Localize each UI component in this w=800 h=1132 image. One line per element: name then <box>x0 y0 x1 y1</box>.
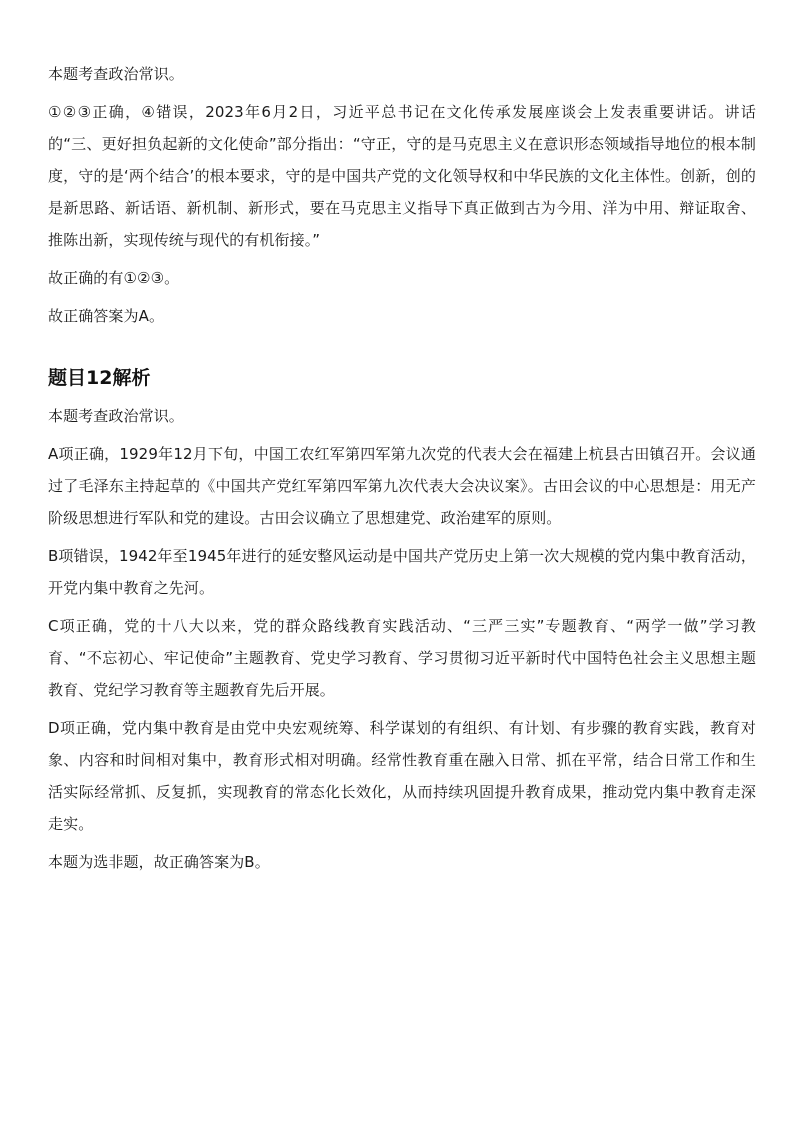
option-d-analysis: D项正确，党内集中教育是由党中央宏观统筹、科学谋划的有组织、有计划、有步骤的教育实践，教育对象、内容和时间相对集中，教育形式相对明确。经常性教育重在融入日常、抓在平常，结合日常工作和生活实际经常抓、反复抓，实现教育的常态化长效化，从而持续巩固提升教育成果，推动党内集中教育走深走实。 <box>48 719 756 833</box>
option-a-analysis: A项正确，1929年12月下旬，中国工农红军第四军第九次党的代表大会在福建上杭县古田镇召开。会议通过了毛泽东主持起草的《中国共产党红军第四军第九次代表大会决议案》。古田会议的中心思想是：用无产阶级思想进行军队和党的建设。古田会议确立了思想建党、政治建军的原则。 <box>48 445 756 527</box>
document-page <box>48 58 756 884</box>
section2-intro: 本题考查政治常识。 <box>48 407 184 425</box>
option-b-analysis: B项错误，1942年至1945年进行的延安整风运动是中国共产党历史上第一次大规模的党内集中教育活动，开党内集中教育之先河。 <box>48 547 756 597</box>
section2-answer: 本题为选非题，故正确答案为B。 <box>48 853 270 871</box>
section1-intro: 本题考查政治常识。 <box>48 65 184 83</box>
section1-conclusion: 故正确的有①②③。 <box>48 269 180 287</box>
section1-body: ①②③正确，④错误，2023年6月2日，习近平总书记在文化传承发展座谈会上发表重要讲话。讲话的“三、更好担负起新的文化使命”部分指出：“守正，守的是马克思主义在意识形态领域指导地位的根本制度，守的是‘两个结合’的根本要求，守的是中国共产党的文化领导权和中华民族的文化主体性。创新，创的是新思路、新话语、新机制、新形式，要在马克思主义指导下真正做到古为今用、洋为中用、辩证取舍、推陈出新，实现传统与现代的有机衔接。” <box>48 103 756 249</box>
section2-title: 题目12解析 <box>48 367 151 389</box>
section-spacer <box>48 338 756 358</box>
section1-answer: 故正确答案为A。 <box>48 307 165 325</box>
option-c-analysis: C项正确，党的十八大以来，党的群众路线教育实践活动、“三严三实”专题教育、“两学一做”学习教育、“不忘初心、牢记使命”主题教育、党史学习教育、学习贯彻习近平新时代中国特色社会主义思想主题教育、党纪学习教育等主题教育先后开展。 <box>48 617 756 699</box>
